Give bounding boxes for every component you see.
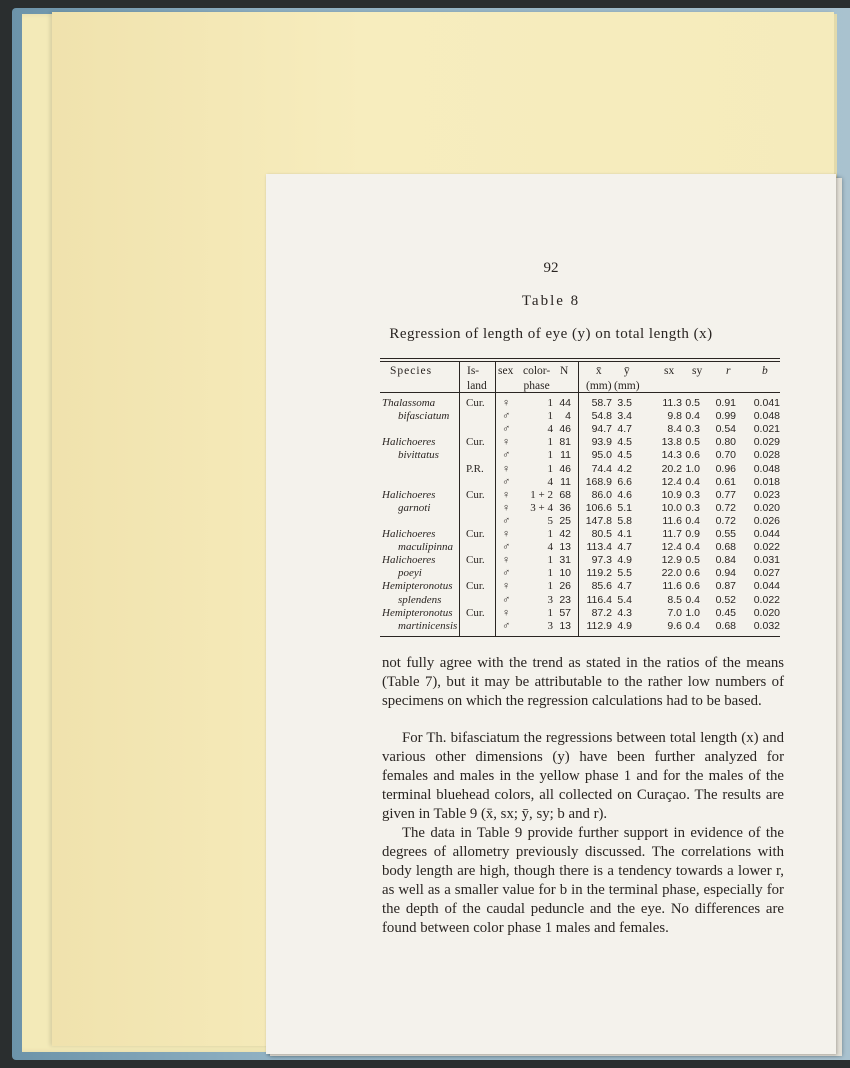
table-cell-y: 4.9 (617, 554, 632, 567)
table-cell-species: martinicensis (398, 619, 458, 632)
page-number: 92 (543, 260, 559, 276)
table-cell-sex: ♀ (502, 488, 511, 501)
table-cell-sx: 22.0 (661, 567, 682, 580)
table-cell-x: 87.2 (591, 606, 612, 619)
table-cell-sy: 0.4 (685, 475, 700, 488)
header-color-phase: color- phase (523, 365, 551, 392)
table-cell-b: 0.020 (753, 606, 780, 619)
table-cell-r: 0.55 (715, 528, 736, 540)
table-cell-sy: 0.3 (685, 501, 700, 514)
table-caption: Regression of length of eye (y) on total length (x) (389, 326, 713, 342)
table-cell-sex: ♀ (502, 436, 511, 449)
table-top-rule (380, 358, 780, 359)
table-cell-x: 54.8 (591, 410, 612, 423)
header-sx: sx (664, 365, 675, 377)
table-cell-sy: 1.0 (685, 606, 700, 619)
table-cell-y: 4.6 (617, 488, 632, 501)
table-cell-b: 0.044 (753, 580, 780, 593)
table-cell-b: 0.032 (753, 619, 780, 632)
table-cell-b: 0.048 (753, 462, 780, 475)
table-cell-phase: 1 (547, 528, 553, 540)
table-cell-sx: 11.6 (662, 580, 682, 593)
table-cell-x: 112.9 (586, 619, 612, 632)
table-cell-sx: 20.2 (661, 462, 682, 475)
table-cell-sex: ♂ (502, 567, 511, 580)
table-cell-species: Halichoeres (382, 488, 436, 501)
table-cell-phase: 4 (547, 541, 553, 554)
table-cell-island: Cur. (466, 580, 485, 593)
table-cell-sex: ♂ (502, 514, 511, 527)
table-cell-b: 0.027 (753, 567, 780, 580)
table-cell-y: 4.7 (617, 423, 632, 436)
table-cell-phase: 1 (547, 567, 553, 580)
table-cell-sex: ♂ (502, 449, 511, 462)
body-text (382, 654, 784, 938)
table-cell-sy: 0.3 (685, 423, 700, 436)
table-cell-phase: 1 (547, 397, 553, 409)
table-cell-r: 0.61 (715, 475, 736, 488)
table-cell-species: maculipinna (398, 541, 453, 554)
table-cell-sx: 11.7 (662, 528, 682, 540)
table-cell-island: Cur. (466, 528, 485, 540)
table-cell-y: 4.5 (617, 449, 632, 462)
table-cell-b: 0.021 (753, 423, 780, 436)
table-cell-phase: 1 (547, 606, 553, 619)
table-top-rule-double (380, 361, 780, 362)
table-cell-x: 93.9 (591, 436, 612, 449)
table-cell-x: 58.7 (591, 397, 612, 409)
table-cell-sy: 0.4 (685, 593, 700, 606)
document-page (266, 174, 836, 1054)
table-cell-phase: 3 (547, 593, 553, 606)
table-cell-n: 23 (559, 593, 571, 606)
table-cell-x: 85.6 (591, 580, 612, 593)
header-sex: sex (498, 365, 514, 377)
table-cell-species: splendens (398, 593, 442, 606)
table-cell-sx: 7.0 (667, 606, 682, 619)
table-cell-x: 80.5 (591, 528, 612, 540)
table-cell-species: poeyi (398, 567, 422, 580)
table-cell-sy: 0.5 (685, 436, 700, 449)
table-cell-r: 0.68 (715, 619, 736, 632)
table-cell-sex: ♂ (502, 410, 511, 423)
table-cell-sy: 0.6 (685, 567, 700, 580)
table-cell-r: 0.54 (715, 423, 736, 436)
column-divider-species (459, 361, 460, 636)
table-cell-sex: ♀ (502, 528, 511, 540)
table-cell-sex: ♂ (502, 619, 511, 632)
table-cell-sx: 12.4 (661, 541, 682, 554)
table-cell-sx: 12.9 (661, 554, 682, 567)
table-cell-phase: 1 (547, 410, 553, 423)
table-cell-r: 0.91 (715, 397, 736, 409)
table-cell-n: 44 (559, 397, 571, 409)
table-cell-sx: 10.0 (661, 501, 682, 514)
table-cell-r: 0.68 (715, 541, 736, 554)
table-cell-n: 68 (559, 488, 571, 501)
header-island: Is- land (467, 365, 487, 392)
table-cell-sex: ♀ (502, 462, 511, 475)
table-cell-r: 0.99 (715, 410, 736, 423)
table-cell-y: 5.5 (617, 567, 632, 580)
column-divider-n (578, 361, 579, 636)
table-cell-sex: ♂ (502, 541, 511, 554)
table-cell-x: 97.3 (591, 554, 612, 567)
table-cell-b: 0.041 (753, 397, 780, 409)
paragraph: not fully agree with the trend as stated in the ratios of the means (Table 7), but it may be attributable to the rather low numbers of specimens on which the regression calculations had to be based. (382, 655, 784, 709)
table-cell-sex: ♀ (502, 606, 511, 619)
table-cell-n: 13 (559, 619, 571, 632)
table-cell-r: 0.80 (715, 436, 736, 449)
table-cell-species: garnoti (398, 501, 431, 514)
table-cell-sx: 12.4 (661, 475, 682, 488)
table-cell-x: 74.4 (591, 462, 612, 475)
table-cell-b: 0.044 (753, 528, 780, 540)
table-cell-species: Halichoeres (382, 554, 436, 567)
table-cell-phase: 4 (547, 423, 553, 436)
table-cell-b: 0.028 (753, 449, 780, 462)
table-cell-x: 116.4 (586, 593, 612, 606)
table-cell-sy: 0.4 (685, 541, 700, 554)
table-cell-island: Cur. (466, 606, 485, 619)
table-cell-b: 0.031 (753, 554, 780, 567)
table-cell-y: 3.5 (617, 397, 632, 409)
table-cell-sex: ♀ (502, 501, 511, 514)
header-n: N (560, 365, 569, 377)
table-cell-sex: ♂ (502, 593, 511, 606)
table-cell-n: 42 (559, 528, 571, 540)
table-cell-b: 0.022 (753, 541, 780, 554)
header-b: b (762, 365, 768, 377)
table-cell-n: 11 (560, 449, 571, 462)
table-cell-phase: 1 (547, 462, 553, 475)
table-cell-sex: ♀ (502, 554, 511, 567)
table-title: Table 8 (521, 293, 581, 309)
table-cell-species: Halichoeres (382, 436, 436, 449)
table-cell-y: 4.1 (617, 528, 632, 540)
table-cell-n: 4 (565, 410, 571, 423)
table-cell-r: 0.87 (715, 580, 736, 593)
table-cell-n: 26 (559, 580, 571, 593)
table-cell-x: 106.6 (585, 501, 612, 514)
table-cell-y: 4.3 (617, 606, 632, 619)
table-cell-n: 81 (559, 436, 571, 449)
table-cell-sy: 0.3 (685, 488, 700, 501)
table-cell-b: 0.029 (753, 436, 780, 449)
header-sy: sy (692, 365, 703, 377)
table-cell-sx: 14.3 (661, 449, 682, 462)
table-cell-sy: 0.5 (685, 554, 700, 567)
header-ybar: ȳ (mm) (614, 365, 640, 392)
header-r: r (726, 365, 731, 377)
table-cell-r: 0.96 (715, 462, 736, 475)
table-cell-phase: 1 + 2 (530, 488, 553, 501)
table-cell-b: 0.023 (753, 488, 780, 501)
table-cell-sx: 11.6 (662, 514, 682, 527)
table-cell-n: 57 (559, 606, 571, 619)
table-cell-y: 6.6 (617, 475, 632, 488)
paragraph: For Th. bifasciatum the regressions between total length (x) and various other dimensions (y) have been further analyzed for females and males in the yellow phase 1 and for the males of the terminal bluehead colors, all collected on Curaçao. The results are given in Table 9 (x̄, sx; ȳ, sy; b and r). (382, 730, 784, 822)
table-cell-x: 94.7 (591, 423, 612, 436)
table-cell-n: 31 (559, 554, 571, 567)
table-cell-species: Hemipteronotus (382, 606, 453, 619)
table-cell-n: 13 (559, 541, 571, 554)
table-cell-b: 0.026 (753, 514, 780, 527)
table-cell-r: 0.77 (715, 488, 736, 501)
table-cell-sx: 8.4 (667, 423, 682, 436)
table-cell-sx: 10.9 (661, 488, 682, 501)
table-cell-phase: 1 (547, 436, 553, 449)
table-cell-phase: 3 + 4 (530, 501, 553, 514)
table-cell-island: P.R. (466, 462, 484, 475)
table-cell-sy: 0.6 (685, 449, 700, 462)
table-cell-island: Cur. (466, 488, 485, 501)
table-cell-n: 25 (559, 514, 571, 527)
header-species: Species (390, 365, 433, 377)
table-cell-b: 0.048 (753, 410, 780, 423)
table-cell-species: Thalassoma (382, 397, 436, 409)
table-cell-n: 11 (560, 475, 571, 488)
table-cell-n: 46 (559, 462, 571, 475)
table-cell-sx: 9.6 (667, 619, 682, 632)
table-cell-n: 46 (559, 423, 571, 436)
table-cell-sex: ♂ (502, 423, 511, 436)
table-cell-sex: ♀ (502, 580, 511, 593)
table-cell-b: 0.022 (753, 593, 780, 606)
table-cell-island: Cur. (466, 554, 485, 567)
table-cell-r: 0.94 (715, 567, 736, 580)
table-cell-sy: 0.4 (685, 619, 700, 632)
table-cell-phase: 1 (547, 580, 553, 593)
table-cell-x: 113.4 (586, 541, 612, 554)
table-cell-y: 4.9 (617, 619, 632, 632)
column-divider-island (495, 361, 496, 636)
table-cell-x: 168.9 (585, 475, 612, 488)
table-cell-x: 147.8 (585, 514, 612, 527)
header-xbar: x̄ (mm) (586, 365, 612, 392)
table-cell-phase: 1 (547, 449, 553, 462)
table-cell-y: 5.4 (617, 593, 632, 606)
table-cell-sy: 0.9 (685, 528, 700, 540)
table-cell-sy: 0.4 (685, 514, 700, 527)
table-cell-phase: 3 (547, 619, 553, 632)
table-cell-phase: 4 (547, 475, 553, 488)
table-cell-x: 86.0 (591, 488, 612, 501)
table-cell-n: 10 (559, 567, 571, 580)
table-cell-species: Hemipteronotus (382, 580, 453, 593)
table-cell-x: 95.0 (591, 449, 612, 462)
table-cell-sy: 0.6 (685, 580, 700, 593)
table-cell-sx: 13.8 (661, 436, 682, 449)
table-cell-sy: 1.0 (685, 462, 700, 475)
table-cell-b: 0.018 (753, 475, 780, 488)
table-cell-sex: ♀ (502, 397, 511, 409)
table-cell-y: 4.7 (617, 580, 632, 593)
table-cell-sy: 0.5 (685, 397, 700, 409)
table-cell-species: bivittatus (398, 449, 439, 462)
table-cell-y: 3.4 (617, 410, 632, 423)
table-cell-y: 5.8 (617, 514, 632, 527)
table-cell-species: bifasciatum (398, 410, 450, 423)
table-cell-phase: 5 (547, 514, 553, 527)
table-header-rule (380, 392, 780, 393)
table-bottom-rule (380, 636, 780, 637)
table-cell-y: 4.5 (617, 436, 632, 449)
table-cell-sy: 0.4 (685, 410, 700, 423)
table-cell-island: Cur. (466, 397, 485, 409)
table-cell-y: 5.1 (617, 501, 632, 514)
paragraph: The data in Table 9 provide further support in evidence of the degrees of allometry previously discussed. The correlations with body length are high, though there is a tendency towards a lower r, as well as a smaller value for b in the terminal phase, especially for the depth of the caudal peduncle and the eye. No differences are found between color phase 1 males and females. (382, 825, 784, 936)
table-cell-n: 36 (559, 501, 571, 514)
table-cell-sx: 11.3 (662, 397, 682, 409)
table-cell-x: 119.2 (586, 567, 612, 580)
table-cell-sx: 9.8 (667, 410, 682, 423)
table-cell-r: 0.84 (715, 554, 736, 567)
table-cell-r: 0.45 (715, 606, 736, 619)
table-cell-sex: ♂ (502, 475, 511, 488)
table-cell-phase: 1 (547, 554, 553, 567)
table-cell-sx: 8.5 (667, 593, 682, 606)
table-cell-island: Cur. (466, 436, 485, 449)
table-cell-species: Halichoeres (382, 528, 436, 540)
table-cell-y: 4.2 (617, 462, 632, 475)
table-cell-r: 0.70 (715, 449, 736, 462)
table-cell-r: 0.72 (715, 514, 736, 527)
table-cell-r: 0.72 (715, 501, 736, 514)
table-cell-r: 0.52 (715, 593, 736, 606)
table-cell-y: 4.7 (617, 541, 632, 554)
table-cell-b: 0.020 (753, 501, 780, 514)
